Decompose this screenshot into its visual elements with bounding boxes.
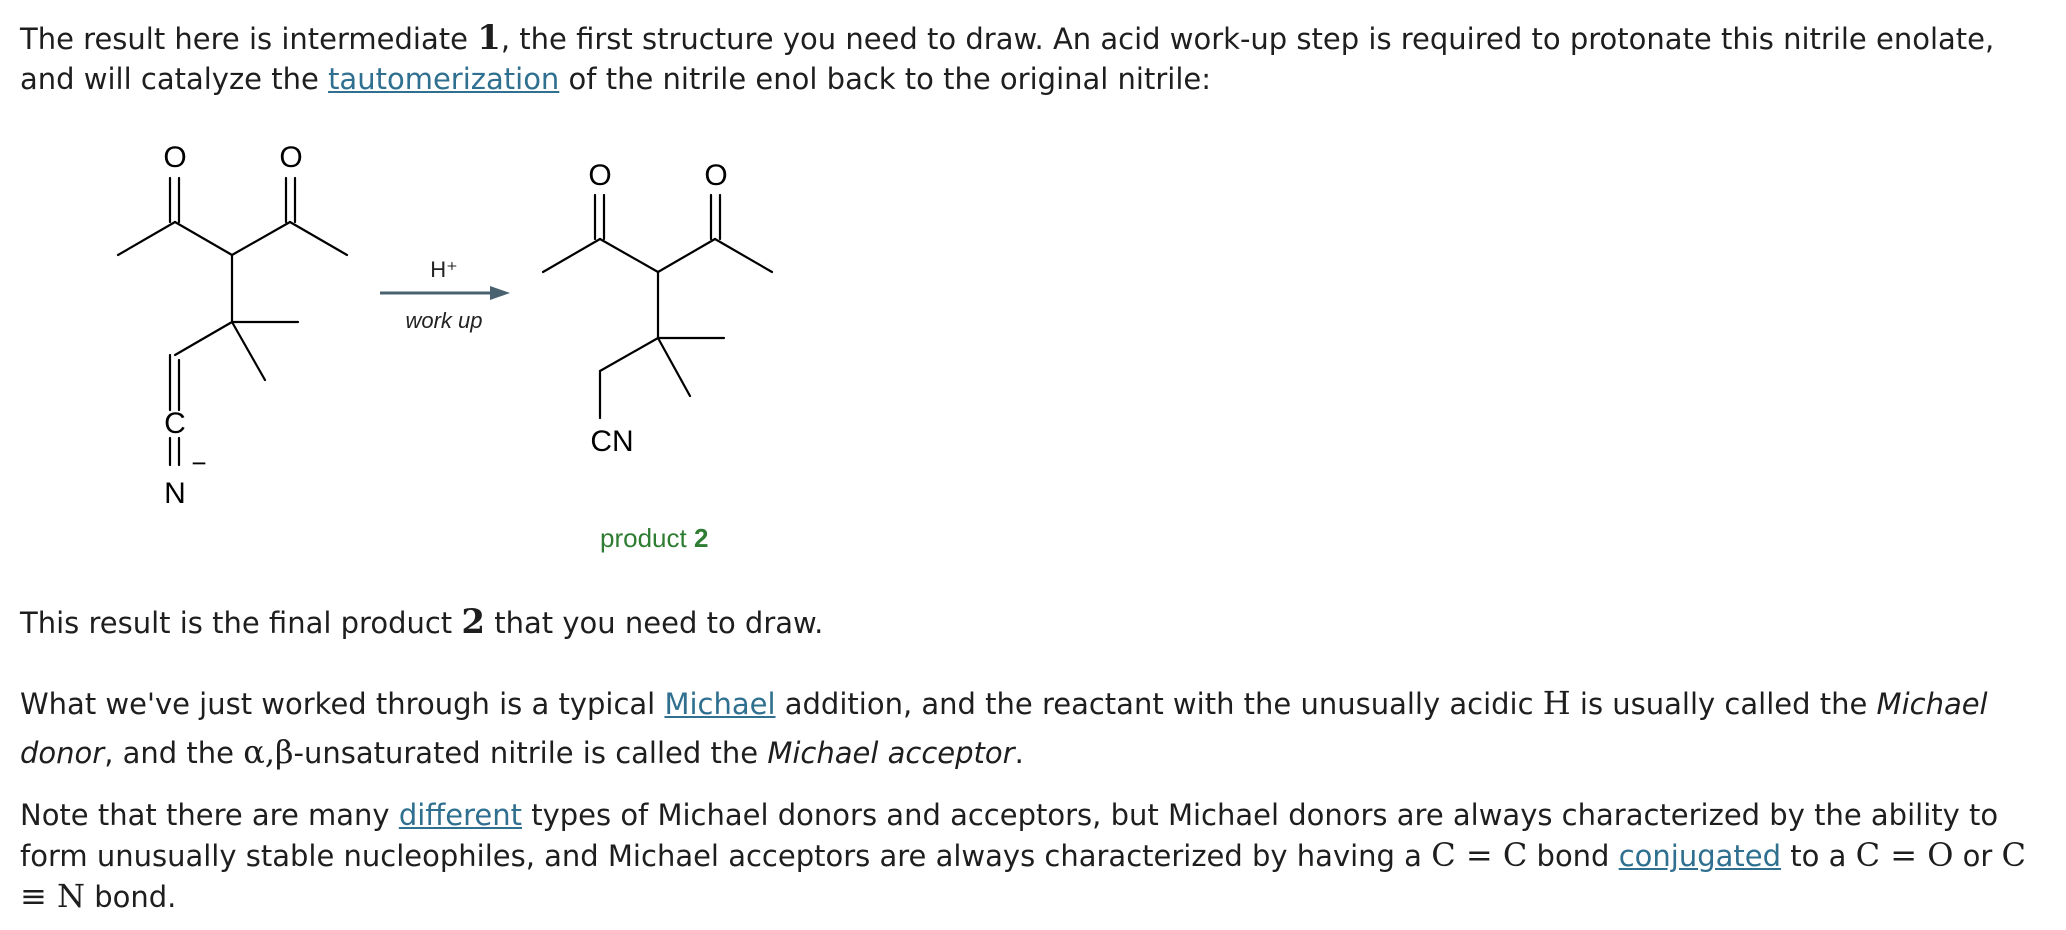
- bond: [118, 222, 175, 255]
- text: of the nitrile enol back to the original nitrile:: [559, 62, 1212, 96]
- text: bond.: [84, 880, 177, 914]
- michael-donor-term: Michael donor: [20, 687, 1988, 770]
- text: or: [1953, 839, 2002, 873]
- condition-label: work up: [405, 308, 483, 333]
- reactant-oxygen-1: O: [163, 141, 187, 174]
- bond: [175, 222, 232, 255]
- conjugated-link[interactable]: conjugated: [1618, 839, 1782, 873]
- product-caption-text: product: [600, 523, 694, 553]
- bond: [600, 239, 658, 272]
- michael-acceptor-term: Michael acceptor: [767, 736, 1015, 770]
- note-paragraph: [20, 795, 2050, 917]
- alpha-beta-symbol: α,β: [243, 733, 294, 771]
- final-product-paragraph: [20, 602, 2050, 643]
- text: , the first structure you need to draw. An acid work-up step is required to protonate this nitrile enolate, and will catalyze the: [20, 22, 1995, 96]
- text: that you need to draw.: [485, 606, 824, 640]
- product-caption-number: 2: [693, 523, 709, 553]
- cc-double-bond: C = C: [1431, 836, 1528, 874]
- bond: [543, 239, 600, 272]
- different-link[interactable]: different: [398, 798, 522, 832]
- text: -unsaturated nitrile is called the: [293, 736, 768, 770]
- text: types of Michael donors and acceptors, but Michael donors are always characterized by the ability to form unusually stable nucleophiles, and Michael acceptors are always characterized by having a: [20, 798, 1999, 873]
- reactant-nitrogen: N: [164, 477, 186, 510]
- bond: [232, 222, 290, 255]
- bond: [658, 338, 690, 396]
- intermediate-number: 1: [477, 18, 501, 58]
- bond: [290, 222, 347, 255]
- bond: [600, 338, 658, 371]
- product-oxygen-2: O: [704, 159, 728, 192]
- intro-paragraph: [20, 18, 2050, 99]
- text: This result is the final product: [20, 606, 462, 640]
- michael-addition-paragraph: [20, 679, 2050, 777]
- bond: [175, 322, 232, 355]
- reactant-bonds: [118, 178, 347, 465]
- reactant-oxygen-2: O: [279, 141, 303, 174]
- bond: [232, 322, 265, 380]
- cn-triple-bond: C ≡ N: [20, 836, 2027, 915]
- negative-charge: −: [191, 448, 207, 478]
- bond: [658, 239, 715, 272]
- product-caption: [600, 523, 708, 553]
- bond: [715, 239, 772, 272]
- reagent-label: H⁺: [430, 257, 458, 282]
- reaction-arrow-head: [490, 286, 510, 300]
- reaction-scheme: [0, 120, 900, 560]
- acidic-h-symbol: H: [1542, 684, 1571, 722]
- reactant-carbon: C: [164, 407, 186, 440]
- text: The result here is intermediate: [20, 22, 478, 56]
- co-double-bond: C = O: [1855, 836, 1954, 874]
- product-bonds: [543, 195, 772, 418]
- text: .: [1014, 736, 1024, 770]
- product-nitrile: CN: [590, 425, 634, 458]
- product-oxygen-1: O: [588, 159, 612, 192]
- text: to a: [1781, 839, 1856, 873]
- text: , and the: [104, 736, 244, 770]
- text: bond: [1527, 839, 1619, 873]
- text: addition, and the reactant with the unusually acidic: [775, 687, 1543, 721]
- text: is usually called the: [1570, 687, 1877, 721]
- tautomerization-link[interactable]: tautomerization: [328, 62, 560, 96]
- text: What we've just worked through is a typical: [20, 687, 665, 721]
- michael-link[interactable]: Michael: [664, 687, 776, 721]
- text: Note that there are many: [20, 798, 399, 832]
- product-number: 2: [461, 602, 486, 642]
